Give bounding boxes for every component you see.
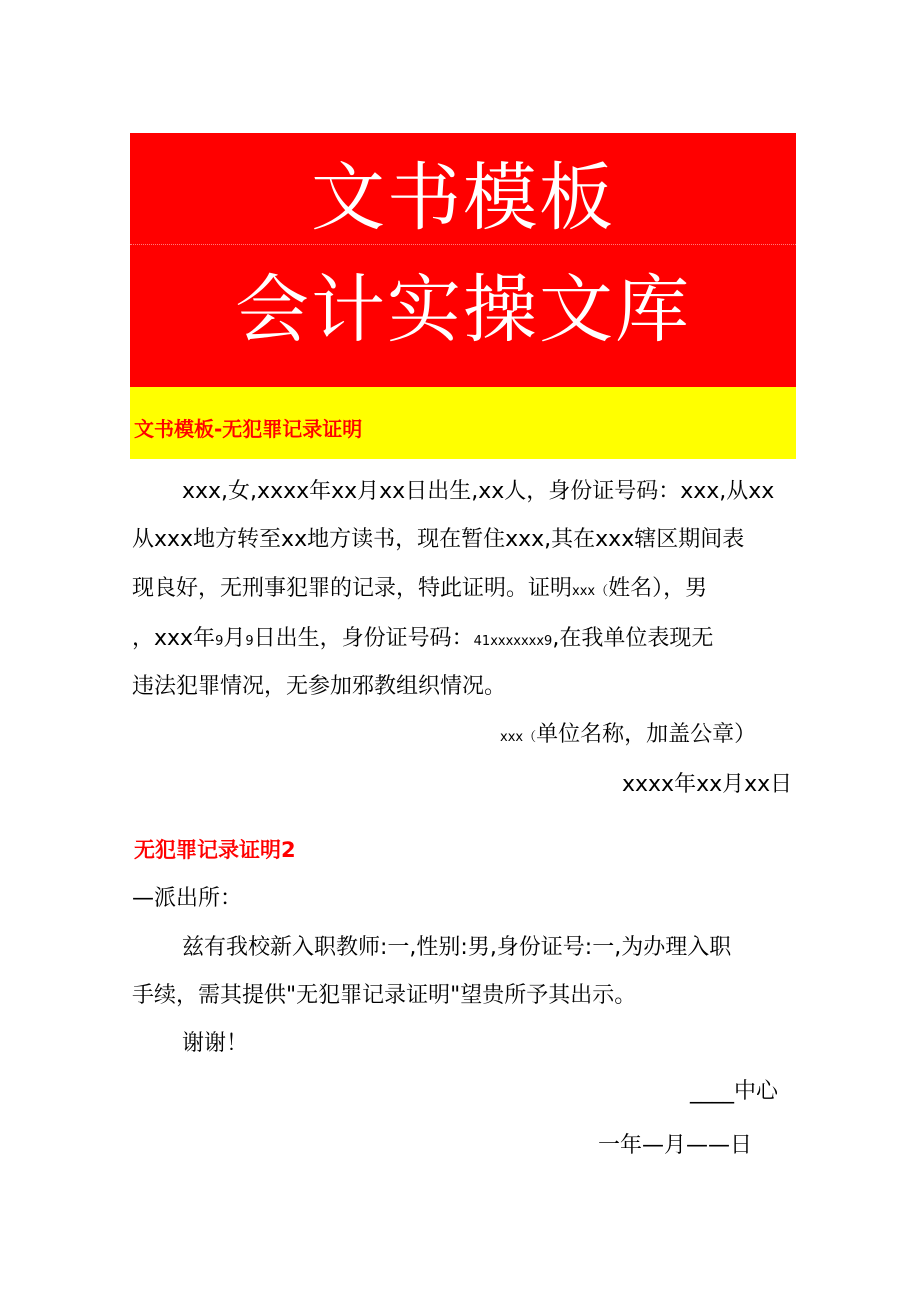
section2-signature: ____中心 [690,1079,779,1104]
section2-title: 无犯罪记录证明2 [134,838,296,862]
banner-title-line1: 文书模板 [311,155,615,241]
title-banner [130,133,796,387]
section2-para-line1: 兹有我校新入职教师:一,性别:男,身份证号:一,为办理入职 [182,935,732,960]
section1-line4-d: ,在我单位表现无 [552,626,714,651]
section1-line1: xxx,女,xxxx年xx月xx日出生,xx人，身份证号码：xxx,从xx [182,479,775,504]
section1-line3-text: 现良好，无刑事犯罪的记录，特此证明。证明 [132,576,573,601]
section1-line3 [132,578,707,600]
signature-unit: 单位名称，加盖公章） [536,722,757,747]
section-header-bar [130,387,796,459]
section1-line4-month: 9 [215,634,224,649]
section2-addressee: —派出所： [132,886,243,911]
section1-line4-id: 41xxxxxxx9 [473,634,553,649]
section1-line4-a: ，xxx年 [132,626,216,651]
section1-signature [500,724,756,746]
section1-line3-tail: 姓名），男 [608,576,708,601]
section1-line4-c: 日出生，身份证号码： [253,626,474,651]
section1-line5: 违法犯罪情况，无参加邪教组织情况。 [132,674,507,699]
section1-line2: 从xxx地方转至xx地方读书，现在暂住xxx,其在xxx辖区期间表 [132,527,745,552]
banner-title-line2: 会计实操文库 [235,267,691,353]
section1-title: 文书模板-无犯罪记录证明 [134,417,363,441]
section1-line4-day: 9 [245,634,254,649]
signature-prefix: xxx（ [500,730,537,745]
section1-line4 [132,628,713,650]
banner-divider [130,244,796,246]
section1-line3-name-placeholder: xxx（ [572,584,609,599]
section2-thanks: 谢谢！ [182,1031,249,1056]
section1-line4-b: 月 [223,626,246,651]
section2-date: 一年—月——日 [598,1133,753,1158]
section2-para-line2: 手续，需其提供"无犯罪记录证明"望贵所予其出示。 [132,983,637,1008]
section1-date: xxxx年xx月xx日 [622,772,793,797]
